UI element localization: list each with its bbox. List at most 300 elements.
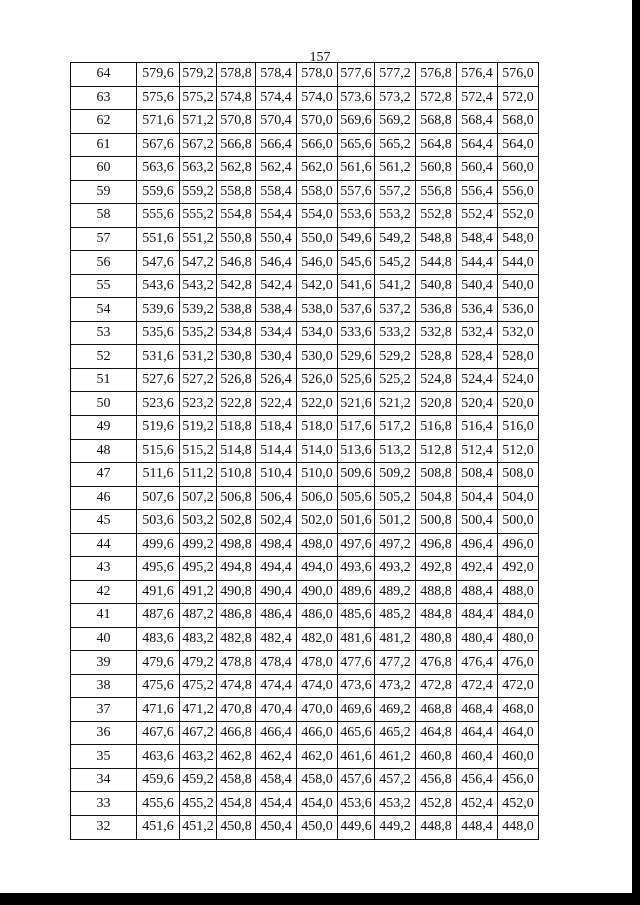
table-cell: 532,8 [416, 321, 457, 345]
table-cell: 489,2 [375, 580, 416, 604]
table-cell: 500,0 [498, 510, 539, 534]
table-cell: 451,6 [137, 816, 180, 840]
row-label: 58 [71, 204, 137, 228]
table-cell: 510,4 [256, 463, 297, 487]
table-cell: 512,8 [416, 439, 457, 463]
table-cell: 484,8 [416, 604, 457, 628]
table-cell: 524,8 [416, 368, 457, 392]
table-cell: 568,4 [457, 110, 498, 134]
table-cell: 528,4 [457, 345, 498, 369]
table-cell: 564,8 [416, 133, 457, 157]
table-cell: 479,2 [180, 651, 217, 675]
table-cell: 577,2 [375, 63, 416, 87]
table-cell: 518,0 [297, 415, 338, 439]
table-cell: 522,8 [217, 392, 256, 416]
table-cell: 458,4 [256, 768, 297, 792]
table-row [71, 674, 539, 698]
table-cell: 518,4 [256, 415, 297, 439]
table-cell: 485,6 [338, 604, 375, 628]
row-label: 62 [71, 110, 137, 134]
table-cell: 464,0 [498, 721, 539, 745]
table-cell: 536,4 [457, 298, 498, 322]
table-row [71, 180, 539, 204]
table-cell: 522,4 [256, 392, 297, 416]
table-cell: 579,6 [137, 63, 180, 87]
table-cell: 518,8 [217, 415, 256, 439]
table-cell: 456,0 [498, 768, 539, 792]
table-cell: 544,4 [457, 251, 498, 275]
row-label: 60 [71, 157, 137, 181]
table-cell: 566,0 [297, 133, 338, 157]
table-cell: 572,4 [457, 86, 498, 110]
table-cell: 575,6 [137, 86, 180, 110]
row-label: 34 [71, 768, 137, 792]
table-cell: 494,0 [297, 557, 338, 581]
table-row [71, 651, 539, 675]
row-label: 45 [71, 510, 137, 534]
table-cell: 540,8 [416, 274, 457, 298]
table-cell: 578,0 [297, 63, 338, 87]
page-number: 157 [309, 50, 331, 65]
table-cell: 488,0 [498, 580, 539, 604]
table-cell: 493,2 [375, 557, 416, 581]
table-cell: 482,8 [217, 627, 256, 651]
table-cell: 548,4 [457, 227, 498, 251]
table-cell: 478,0 [297, 651, 338, 675]
table-row [71, 768, 539, 792]
table-cell: 549,2 [375, 227, 416, 251]
table-row [71, 392, 539, 416]
table-cell: 562,8 [217, 157, 256, 181]
table-cell: 506,0 [297, 486, 338, 510]
table-cell: 477,6 [338, 651, 375, 675]
row-label: 37 [71, 698, 137, 722]
table-cell: 477,2 [375, 651, 416, 675]
table-row [71, 580, 539, 604]
table-cell: 464,4 [457, 721, 498, 745]
table-cell: 482,4 [256, 627, 297, 651]
row-label: 49 [71, 415, 137, 439]
table-cell: 552,4 [457, 204, 498, 228]
table-cell: 498,0 [297, 533, 338, 557]
table-row [71, 486, 539, 510]
table-cell: 570,4 [256, 110, 297, 134]
table-cell: 463,6 [137, 745, 180, 769]
table-cell: 528,0 [498, 345, 539, 369]
table-cell: 503,2 [180, 510, 217, 534]
table-cell: 572,8 [416, 86, 457, 110]
table-cell: 555,6 [137, 204, 180, 228]
table-cell: 510,8 [217, 463, 256, 487]
table-cell: 548,0 [498, 227, 539, 251]
table-cell: 517,6 [338, 415, 375, 439]
row-label: 35 [71, 745, 137, 769]
table-cell: 545,2 [375, 251, 416, 275]
table-cell: 459,6 [137, 768, 180, 792]
table-cell: 556,0 [498, 180, 539, 204]
table-cell: 570,0 [297, 110, 338, 134]
table-cell: 502,0 [297, 510, 338, 534]
table-cell: 509,2 [375, 463, 416, 487]
row-label: 51 [71, 368, 137, 392]
table-cell: 465,6 [338, 721, 375, 745]
table-cell: 554,4 [256, 204, 297, 228]
table-cell: 478,4 [256, 651, 297, 675]
table-cell: 494,4 [256, 557, 297, 581]
table-cell: 452,8 [416, 792, 457, 816]
table-cell: 500,8 [416, 510, 457, 534]
table-cell: 536,0 [498, 298, 539, 322]
table-cell: 554,8 [217, 204, 256, 228]
table-cell: 521,2 [375, 392, 416, 416]
table-cell: 557,6 [338, 180, 375, 204]
table-cell: 503,6 [137, 510, 180, 534]
row-label: 43 [71, 557, 137, 581]
table-cell: 492,8 [416, 557, 457, 581]
table-cell: 558,0 [297, 180, 338, 204]
table-cell: 520,0 [498, 392, 539, 416]
table-cell: 511,6 [137, 463, 180, 487]
row-label: 64 [71, 63, 137, 87]
table-row [71, 792, 539, 816]
table-cell: 504,4 [457, 486, 498, 510]
table-row [71, 63, 539, 87]
table-cell: 460,8 [416, 745, 457, 769]
row-label: 61 [71, 133, 137, 157]
table-row [71, 368, 539, 392]
table-cell: 534,0 [297, 321, 338, 345]
table-cell: 576,0 [498, 63, 539, 87]
table-cell: 495,2 [180, 557, 217, 581]
table-cell: 514,0 [297, 439, 338, 463]
table-cell: 535,6 [137, 321, 180, 345]
table-cell: 524,0 [498, 368, 539, 392]
table-cell: 474,4 [256, 674, 297, 698]
table-cell: 473,2 [375, 674, 416, 698]
table-cell: 528,8 [416, 345, 457, 369]
table-cell: 514,4 [256, 439, 297, 463]
table-cell: 530,0 [297, 345, 338, 369]
table-cell: 481,6 [338, 627, 375, 651]
table-cell: 469,6 [338, 698, 375, 722]
table-cell: 474,8 [217, 674, 256, 698]
table-row [71, 510, 539, 534]
table-row [71, 415, 539, 439]
table-cell: 490,0 [297, 580, 338, 604]
table-cell: 495,6 [137, 557, 180, 581]
table-cell: 449,6 [338, 816, 375, 840]
table-cell: 454,0 [297, 792, 338, 816]
table-cell: 473,6 [338, 674, 375, 698]
table-cell: 463,2 [180, 745, 217, 769]
table-cell: 512,0 [498, 439, 539, 463]
table-cell: 568,8 [416, 110, 457, 134]
table-cell: 553,6 [338, 204, 375, 228]
table-row [71, 745, 539, 769]
row-label: 46 [71, 486, 137, 510]
table-cell: 476,4 [457, 651, 498, 675]
row-label: 38 [71, 674, 137, 698]
table-cell: 484,4 [457, 604, 498, 628]
table-cell: 453,2 [375, 792, 416, 816]
table-cell: 543,2 [180, 274, 217, 298]
table-cell: 505,6 [338, 486, 375, 510]
table-cell: 471,6 [137, 698, 180, 722]
table-row [71, 298, 539, 322]
table-cell: 494,8 [217, 557, 256, 581]
table-cell: 452,0 [498, 792, 539, 816]
table-cell: 566,8 [217, 133, 256, 157]
table-cell: 565,6 [338, 133, 375, 157]
table-cell: 506,4 [256, 486, 297, 510]
table-cell: 488,4 [457, 580, 498, 604]
table-cell: 556,4 [457, 180, 498, 204]
table-cell: 571,6 [137, 110, 180, 134]
table-cell: 467,6 [137, 721, 180, 745]
table-cell: 450,4 [256, 816, 297, 840]
table-cell: 533,6 [338, 321, 375, 345]
table-cell: 479,6 [137, 651, 180, 675]
table-cell: 472,0 [498, 674, 539, 698]
table-cell: 561,2 [375, 157, 416, 181]
table-cell: 527,2 [180, 368, 217, 392]
table-cell: 480,0 [498, 627, 539, 651]
table-cell: 449,2 [375, 816, 416, 840]
table-cell: 470,4 [256, 698, 297, 722]
table-cell: 500,4 [457, 510, 498, 534]
table-cell: 455,2 [180, 792, 217, 816]
table-cell: 540,0 [498, 274, 539, 298]
table-row [71, 816, 539, 840]
table-cell: 548,8 [416, 227, 457, 251]
table-cell: 456,4 [457, 768, 498, 792]
table-cell: 504,8 [416, 486, 457, 510]
table-cell: 566,4 [256, 133, 297, 157]
table-cell: 458,8 [217, 768, 256, 792]
table-cell: 558,8 [217, 180, 256, 204]
table-cell: 485,2 [375, 604, 416, 628]
table-cell: 550,0 [297, 227, 338, 251]
table-cell: 492,4 [457, 557, 498, 581]
table-cell: 578,4 [256, 63, 297, 87]
table-cell: 557,2 [375, 180, 416, 204]
table-cell: 552,0 [498, 204, 539, 228]
table-cell: 539,6 [137, 298, 180, 322]
table-cell: 553,2 [375, 204, 416, 228]
table-cell: 514,8 [217, 439, 256, 463]
table-cell: 496,8 [416, 533, 457, 557]
table-row [71, 204, 539, 228]
table-cell: 575,2 [180, 86, 217, 110]
table-cell: 534,8 [217, 321, 256, 345]
table-cell: 519,6 [137, 415, 180, 439]
table-cell: 567,2 [180, 133, 217, 157]
table-cell: 462,0 [297, 745, 338, 769]
table-row [71, 604, 539, 628]
table-cell: 532,4 [457, 321, 498, 345]
table-cell: 507,2 [180, 486, 217, 510]
table-cell: 480,8 [416, 627, 457, 651]
table-row [71, 157, 539, 181]
table-cell: 487,2 [180, 604, 217, 628]
table-cell: 574,8 [217, 86, 256, 110]
row-label: 39 [71, 651, 137, 675]
data-table [70, 62, 539, 840]
row-label: 40 [71, 627, 137, 651]
table-row [71, 227, 539, 251]
table-cell: 577,6 [338, 63, 375, 87]
table-cell: 550,4 [256, 227, 297, 251]
table-cell: 482,0 [297, 627, 338, 651]
table-cell: 552,8 [416, 204, 457, 228]
table-cell: 468,0 [498, 698, 539, 722]
row-label: 55 [71, 274, 137, 298]
table-cell: 571,2 [180, 110, 217, 134]
table-cell: 574,4 [256, 86, 297, 110]
table-cell: 568,0 [498, 110, 539, 134]
table-cell: 461,6 [338, 745, 375, 769]
table-cell: 546,0 [297, 251, 338, 275]
table-cell: 489,6 [338, 580, 375, 604]
table-cell: 491,2 [180, 580, 217, 604]
table-cell: 555,2 [180, 204, 217, 228]
row-label: 52 [71, 345, 137, 369]
table-cell: 498,8 [217, 533, 256, 557]
row-label: 59 [71, 180, 137, 204]
row-label: 50 [71, 392, 137, 416]
table-cell: 448,0 [498, 816, 539, 840]
table-cell: 458,0 [297, 768, 338, 792]
table-cell: 539,2 [180, 298, 217, 322]
table-row [71, 274, 539, 298]
table-cell: 508,4 [457, 463, 498, 487]
table-cell: 567,6 [137, 133, 180, 157]
table-cell: 481,2 [375, 627, 416, 651]
row-label: 32 [71, 816, 137, 840]
table-cell: 541,2 [375, 274, 416, 298]
table-row [71, 698, 539, 722]
table-cell: 497,2 [375, 533, 416, 557]
table-cell: 471,2 [180, 698, 217, 722]
row-label: 33 [71, 792, 137, 816]
table-cell: 483,6 [137, 627, 180, 651]
table-cell: 531,6 [137, 345, 180, 369]
table-cell: 541,6 [338, 274, 375, 298]
table-cell: 573,2 [375, 86, 416, 110]
table-cell: 510,0 [297, 463, 338, 487]
table-cell: 513,6 [338, 439, 375, 463]
table-cell: 572,0 [498, 86, 539, 110]
table-cell: 476,8 [416, 651, 457, 675]
table-cell: 545,6 [338, 251, 375, 275]
table-cell: 542,4 [256, 274, 297, 298]
table-cell: 537,6 [338, 298, 375, 322]
row-label: 54 [71, 298, 137, 322]
table-cell: 564,0 [498, 133, 539, 157]
table-cell: 520,8 [416, 392, 457, 416]
table-cell: 502,8 [217, 510, 256, 534]
table-cell: 490,8 [217, 580, 256, 604]
row-label: 48 [71, 439, 137, 463]
table-cell: 448,4 [457, 816, 498, 840]
table-cell: 498,4 [256, 533, 297, 557]
table-cell: 569,6 [338, 110, 375, 134]
table-cell: 549,6 [338, 227, 375, 251]
table-cell: 508,0 [498, 463, 539, 487]
table-cell: 467,2 [180, 721, 217, 745]
table-cell: 509,6 [338, 463, 375, 487]
table-cell: 501,6 [338, 510, 375, 534]
table-cell: 450,8 [217, 816, 256, 840]
table-cell: 560,4 [457, 157, 498, 181]
table-cell: 480,4 [457, 627, 498, 651]
table-cell: 573,6 [338, 86, 375, 110]
table-cell: 470,0 [297, 698, 338, 722]
row-label: 42 [71, 580, 137, 604]
row-label: 53 [71, 321, 137, 345]
table-cell: 533,2 [375, 321, 416, 345]
table-cell: 544,0 [498, 251, 539, 275]
table-cell: 569,2 [375, 110, 416, 134]
table-cell: 487,6 [137, 604, 180, 628]
table-cell: 516,0 [498, 415, 539, 439]
table-cell: 547,6 [137, 251, 180, 275]
table-cell: 455,6 [137, 792, 180, 816]
table-cell: 529,2 [375, 345, 416, 369]
table-cell: 562,0 [297, 157, 338, 181]
table-row [71, 86, 539, 110]
table-cell: 538,0 [297, 298, 338, 322]
table-cell: 517,2 [375, 415, 416, 439]
table-cell: 537,2 [375, 298, 416, 322]
table-cell: 563,6 [137, 157, 180, 181]
table-cell: 490,4 [256, 580, 297, 604]
row-label: 56 [71, 251, 137, 275]
table-cell: 523,2 [180, 392, 217, 416]
row-label: 41 [71, 604, 137, 628]
table-cell: 501,2 [375, 510, 416, 534]
table-cell: 516,8 [416, 415, 457, 439]
table-cell: 472,8 [416, 674, 457, 698]
table-cell: 470,8 [217, 698, 256, 722]
table-cell: 507,6 [137, 486, 180, 510]
table-cell: 472,4 [457, 674, 498, 698]
table-cell: 544,8 [416, 251, 457, 275]
table-cell: 559,2 [180, 180, 217, 204]
table-cell: 462,8 [217, 745, 256, 769]
table-cell: 543,6 [137, 274, 180, 298]
table-cell: 491,6 [137, 580, 180, 604]
table-cell: 462,4 [256, 745, 297, 769]
table-cell: 560,0 [498, 157, 539, 181]
table-cell: 536,8 [416, 298, 457, 322]
table-cell: 459,2 [180, 768, 217, 792]
table-cell: 469,2 [375, 698, 416, 722]
table-cell: 551,6 [137, 227, 180, 251]
table-row [71, 533, 539, 557]
table-cell: 499,6 [137, 533, 180, 557]
table-cell: 570,8 [217, 110, 256, 134]
table-cell: 486,0 [297, 604, 338, 628]
table-cell: 561,6 [338, 157, 375, 181]
table-cell: 496,4 [457, 533, 498, 557]
table-cell: 560,8 [416, 157, 457, 181]
table-row [71, 321, 539, 345]
table-cell: 461,2 [375, 745, 416, 769]
table-cell: 512,4 [457, 439, 498, 463]
table-cell: 521,6 [338, 392, 375, 416]
table-cell: 493,6 [338, 557, 375, 581]
